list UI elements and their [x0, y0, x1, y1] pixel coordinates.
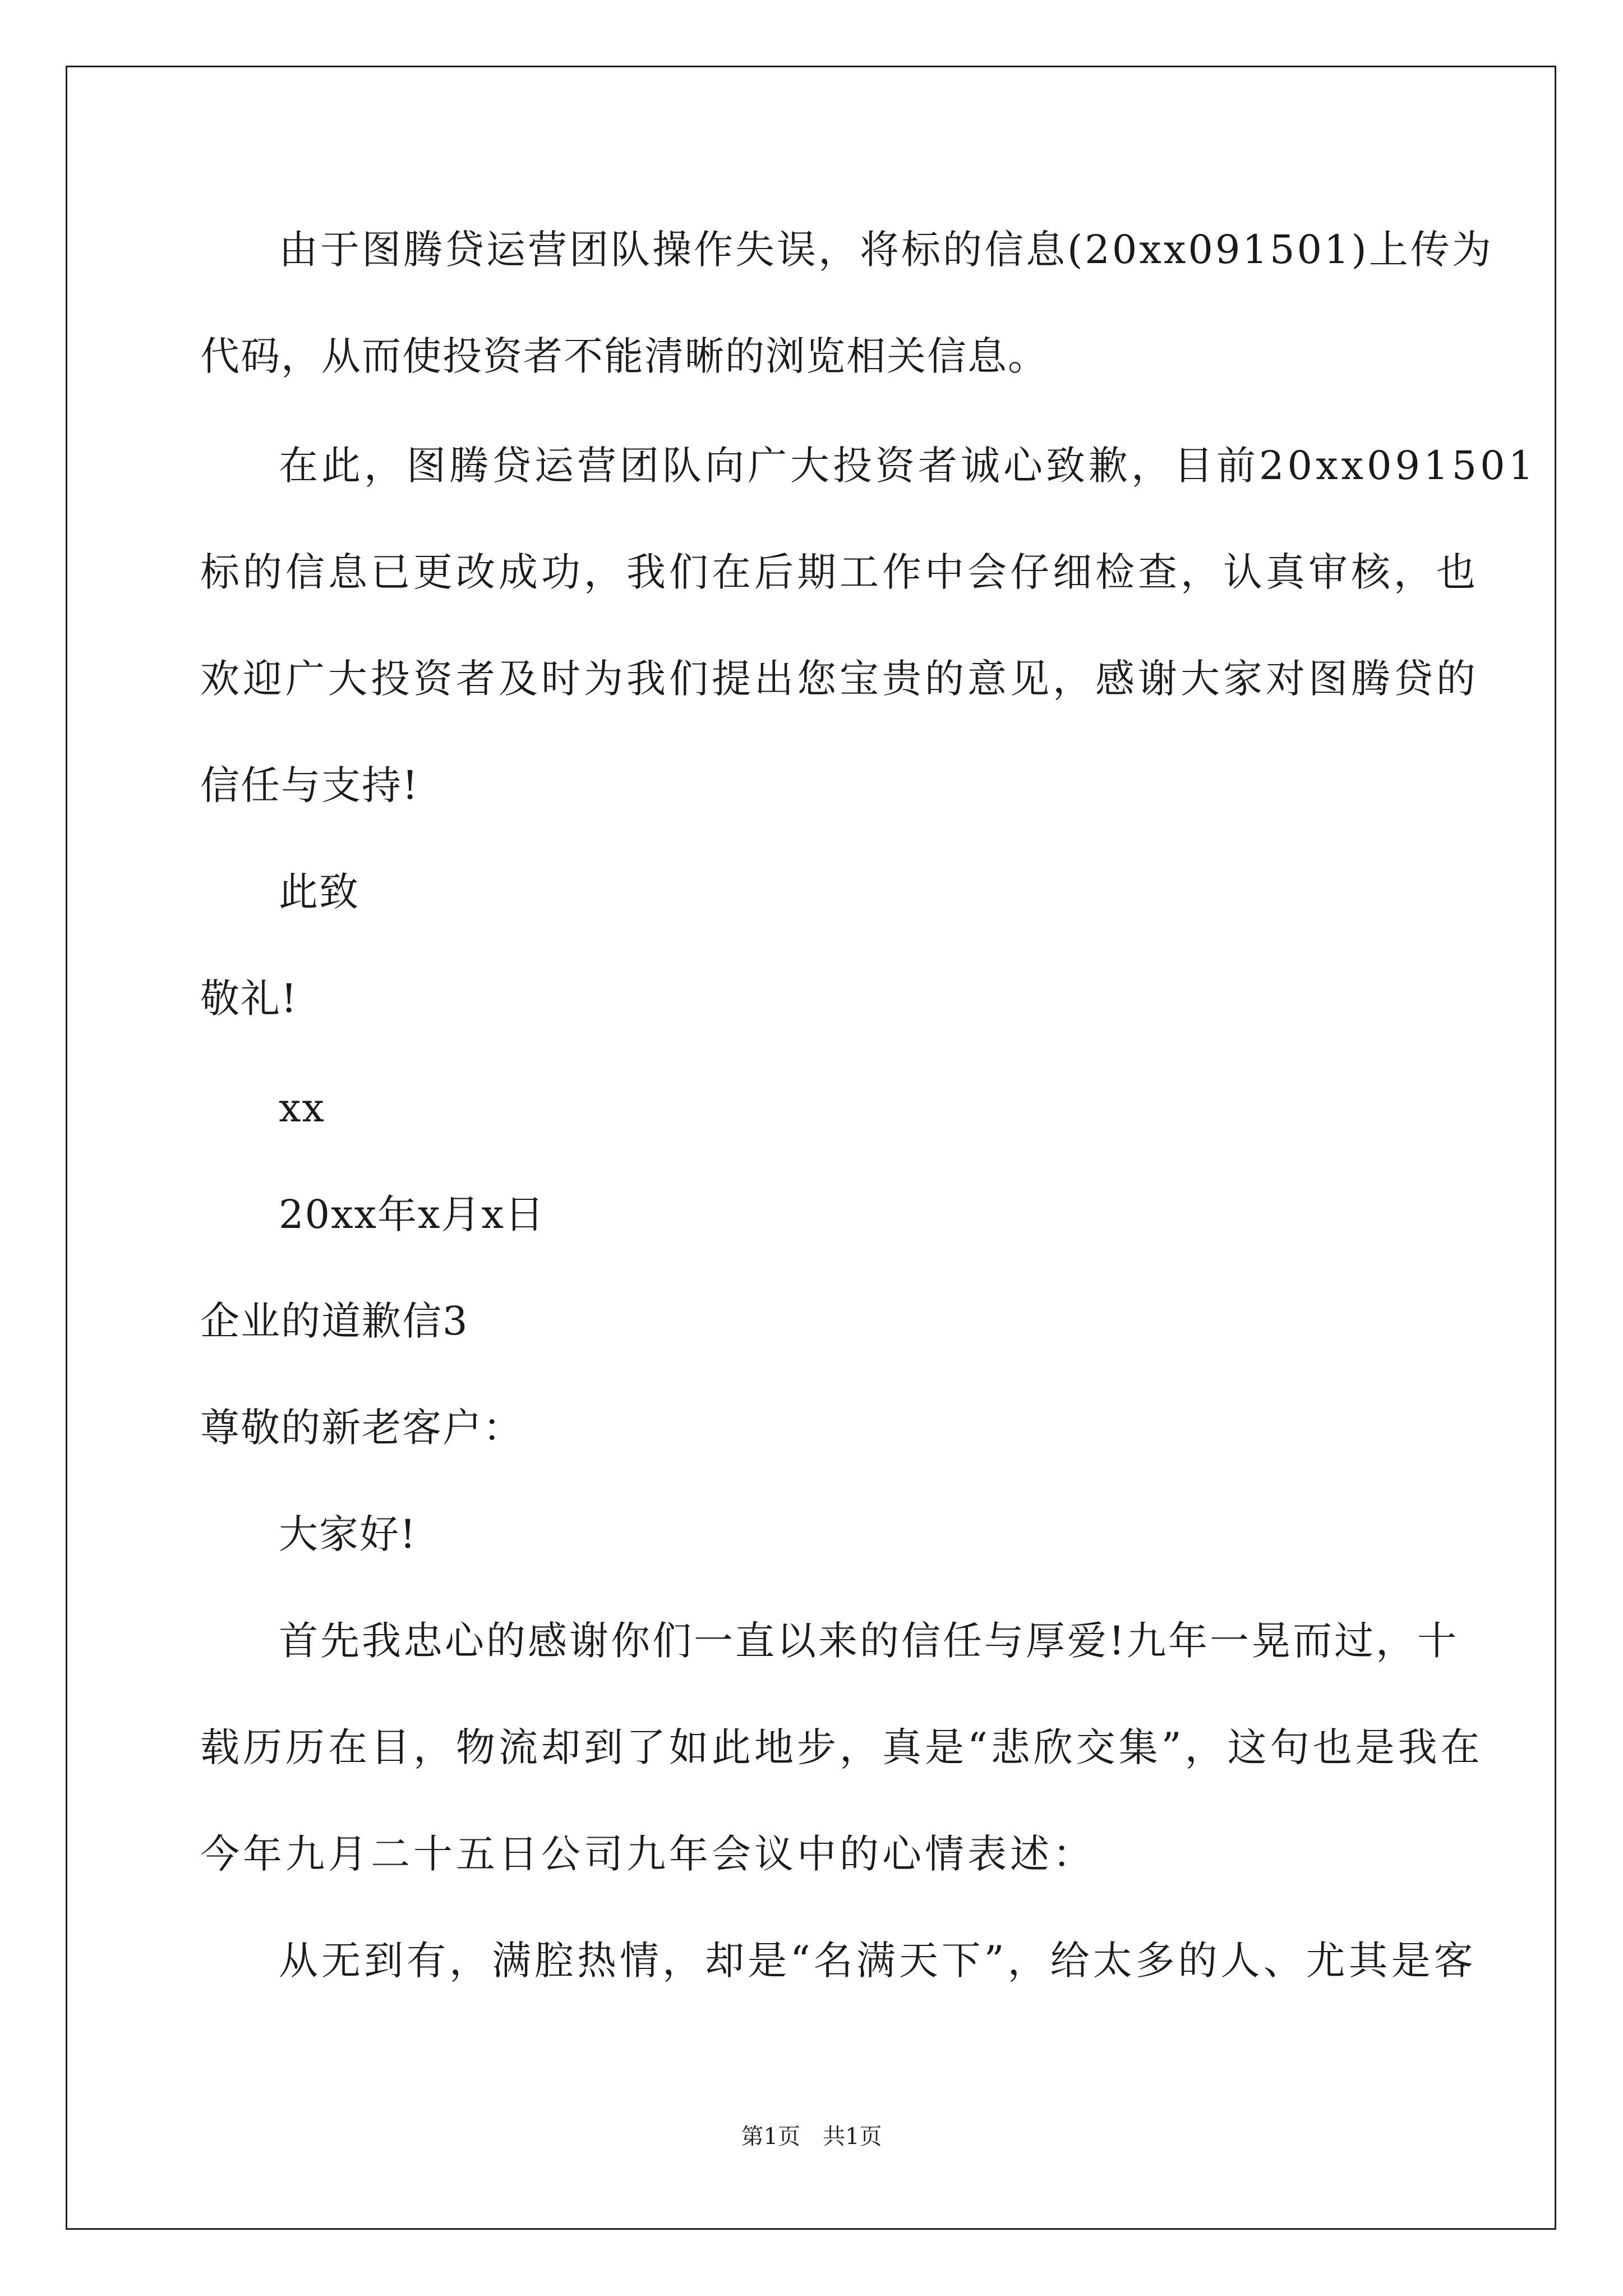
greeting: 大家好! — [279, 1511, 417, 1557]
page-border — [66, 66, 1556, 2230]
paragraph-line: 标的信息已更改成功，我们在后期工作中会仔细检查，认真审核，也 — [200, 549, 1479, 595]
paragraph-line: 信任与支持! — [200, 762, 419, 808]
paragraph-line: 欢迎广大投资者及时为我们提出您宝贵的意见，感谢大家对图腾贷的 — [200, 656, 1479, 702]
section-title: 企业的道歉信3 — [200, 1298, 469, 1344]
signer-name: xx — [279, 1085, 325, 1131]
paragraph-line: 由于图腾贷运营团队操作失误，将标的信息(20xx091501)上传为 — [279, 227, 1493, 273]
page-number-footer: 第1页 共1页 — [741, 2124, 882, 2150]
paragraph-line: 在此，图腾贷运营团队向广大投资者诚心致歉，目前20xx091501 — [279, 443, 1537, 489]
salutation: 尊敬的新老客户： — [200, 1405, 523, 1451]
letter-date: 20xx年x月x日 — [279, 1191, 545, 1237]
paragraph-line: 今年九月二十五日公司九年会议中的心情表述： — [200, 1831, 1095, 1877]
paragraph-line: 载历历在目，物流却到了如此地步，真是“悲欣交集”，这句也是我在 — [200, 1724, 1483, 1770]
paragraph-line: 首先我忠心的感谢你们一直以来的信任与厚爱!九年一晃而过，十 — [279, 1618, 1459, 1664]
closing-salute: 敬礼! — [200, 976, 298, 1022]
paragraph-line: 从无到有，满腔热情，却是“名满天下”，给太多的人、尤其是客 — [279, 1938, 1477, 1984]
closing-phrase: 此致 — [279, 869, 359, 915]
paragraph-line: 代码，从而使投资者不能清晰的浏览相关信息。 — [200, 333, 1048, 379]
